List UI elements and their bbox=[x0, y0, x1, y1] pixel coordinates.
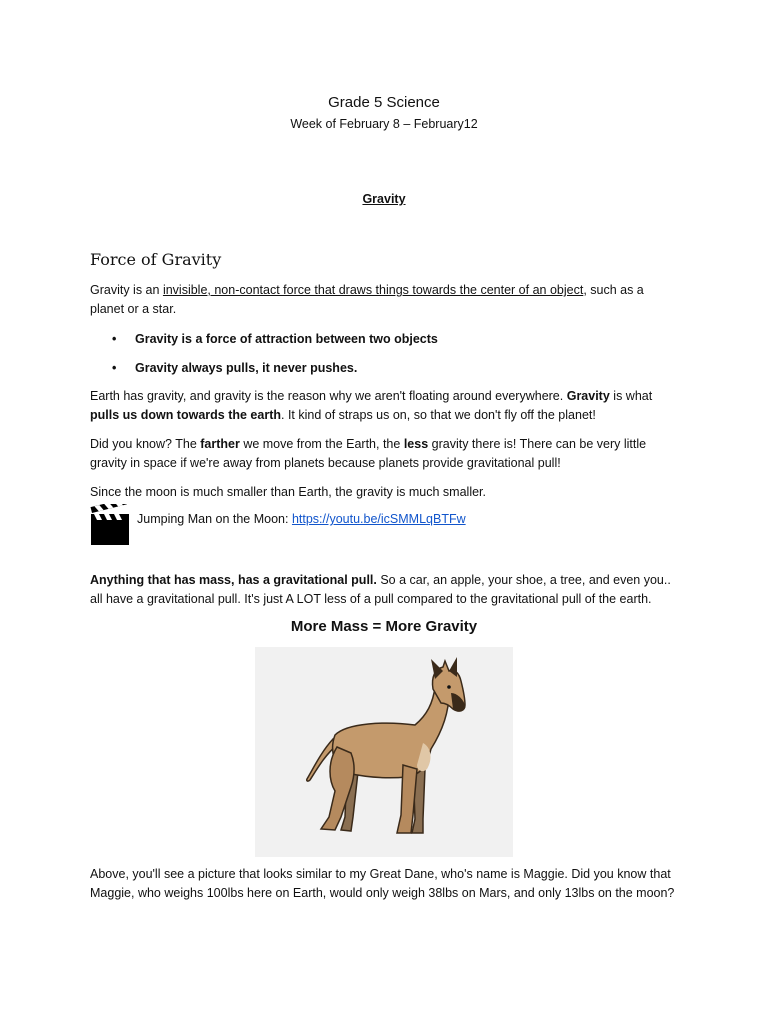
great-dane-image bbox=[255, 647, 513, 857]
list-item bbox=[90, 359, 438, 388]
text-run: gravity there is! There can be very little gravity in space if we're away from planets because planets provide gravitational pull! bbox=[90, 437, 647, 470]
bold-term: farther bbox=[200, 437, 240, 451]
clapperboard-icon bbox=[90, 504, 130, 546]
mass-gravity-heading: More Mass = More Gravity bbox=[290, 618, 478, 635]
video-label: Jumping Man on the Moon: bbox=[137, 512, 292, 526]
distance-paragraph bbox=[90, 435, 680, 473]
text-run: we move from the Earth, the bbox=[239, 437, 404, 451]
section-heading: Force of Gravity bbox=[90, 250, 222, 269]
text-run: . It kind of straps us on, so that we don't fly off the planet! bbox=[281, 408, 596, 422]
text-run: Did you know? The bbox=[90, 437, 201, 451]
video-reference bbox=[90, 504, 690, 546]
intro-text-end: , such as a planet or a star. bbox=[90, 283, 644, 316]
intro-paragraph bbox=[90, 281, 680, 319]
list-item bbox=[90, 330, 438, 359]
bold-term: pulls us down towards the earth bbox=[90, 408, 281, 422]
page-subtitle: Week of February 8 – February12 bbox=[290, 117, 478, 131]
video-caption bbox=[137, 512, 466, 526]
video-link[interactable]: https://youtu.be/icSMMLqBTFw bbox=[291, 512, 466, 526]
earth-gravity-paragraph bbox=[90, 387, 680, 425]
page-title: Grade 5 Science bbox=[328, 94, 440, 111]
list-item-text: Gravity is a force of attraction between two objects bbox=[135, 332, 438, 346]
bullet-icon: • bbox=[112, 332, 117, 346]
topic-heading: Gravity bbox=[362, 192, 406, 206]
bold-term: Anything that has mass, has a gravitational pull. bbox=[90, 573, 377, 587]
bold-term: less bbox=[403, 437, 429, 451]
intro-definition: invisible, non-contact force that draws things towards the center of an object bbox=[162, 283, 584, 297]
text-run: So a car, an apple, your shoe, a tree, and even you.. all have a gravitational pull. It's just A LOT less of a pull compared to the gravitational pull of the earth. bbox=[90, 573, 671, 606]
moon-paragraph: Since the moon is much smaller than Earth, the gravity is much smaller. bbox=[90, 485, 486, 499]
bullet-list bbox=[90, 330, 438, 388]
mass-paragraph bbox=[90, 571, 680, 609]
text-run: is what bbox=[609, 389, 653, 403]
text-run: Earth has gravity, and gravity is the reason why we aren't floating around everywhere. bbox=[90, 389, 567, 403]
bold-term: Gravity bbox=[566, 389, 610, 403]
maggie-paragraph: Above, you'll see a picture that looks similar to my Great Dane, who's name is Maggie. Did you know that Maggie, who weighs 100lbs here on Earth, would only weigh 38lbs on Mars, and only 13lbs on the moon? bbox=[90, 867, 675, 900]
list-item-text: Gravity always pulls, it never pushes. bbox=[135, 361, 358, 375]
bullet-icon: • bbox=[112, 361, 117, 375]
dog-illustration bbox=[255, 647, 513, 857]
intro-text-start: Gravity is an bbox=[90, 283, 163, 297]
